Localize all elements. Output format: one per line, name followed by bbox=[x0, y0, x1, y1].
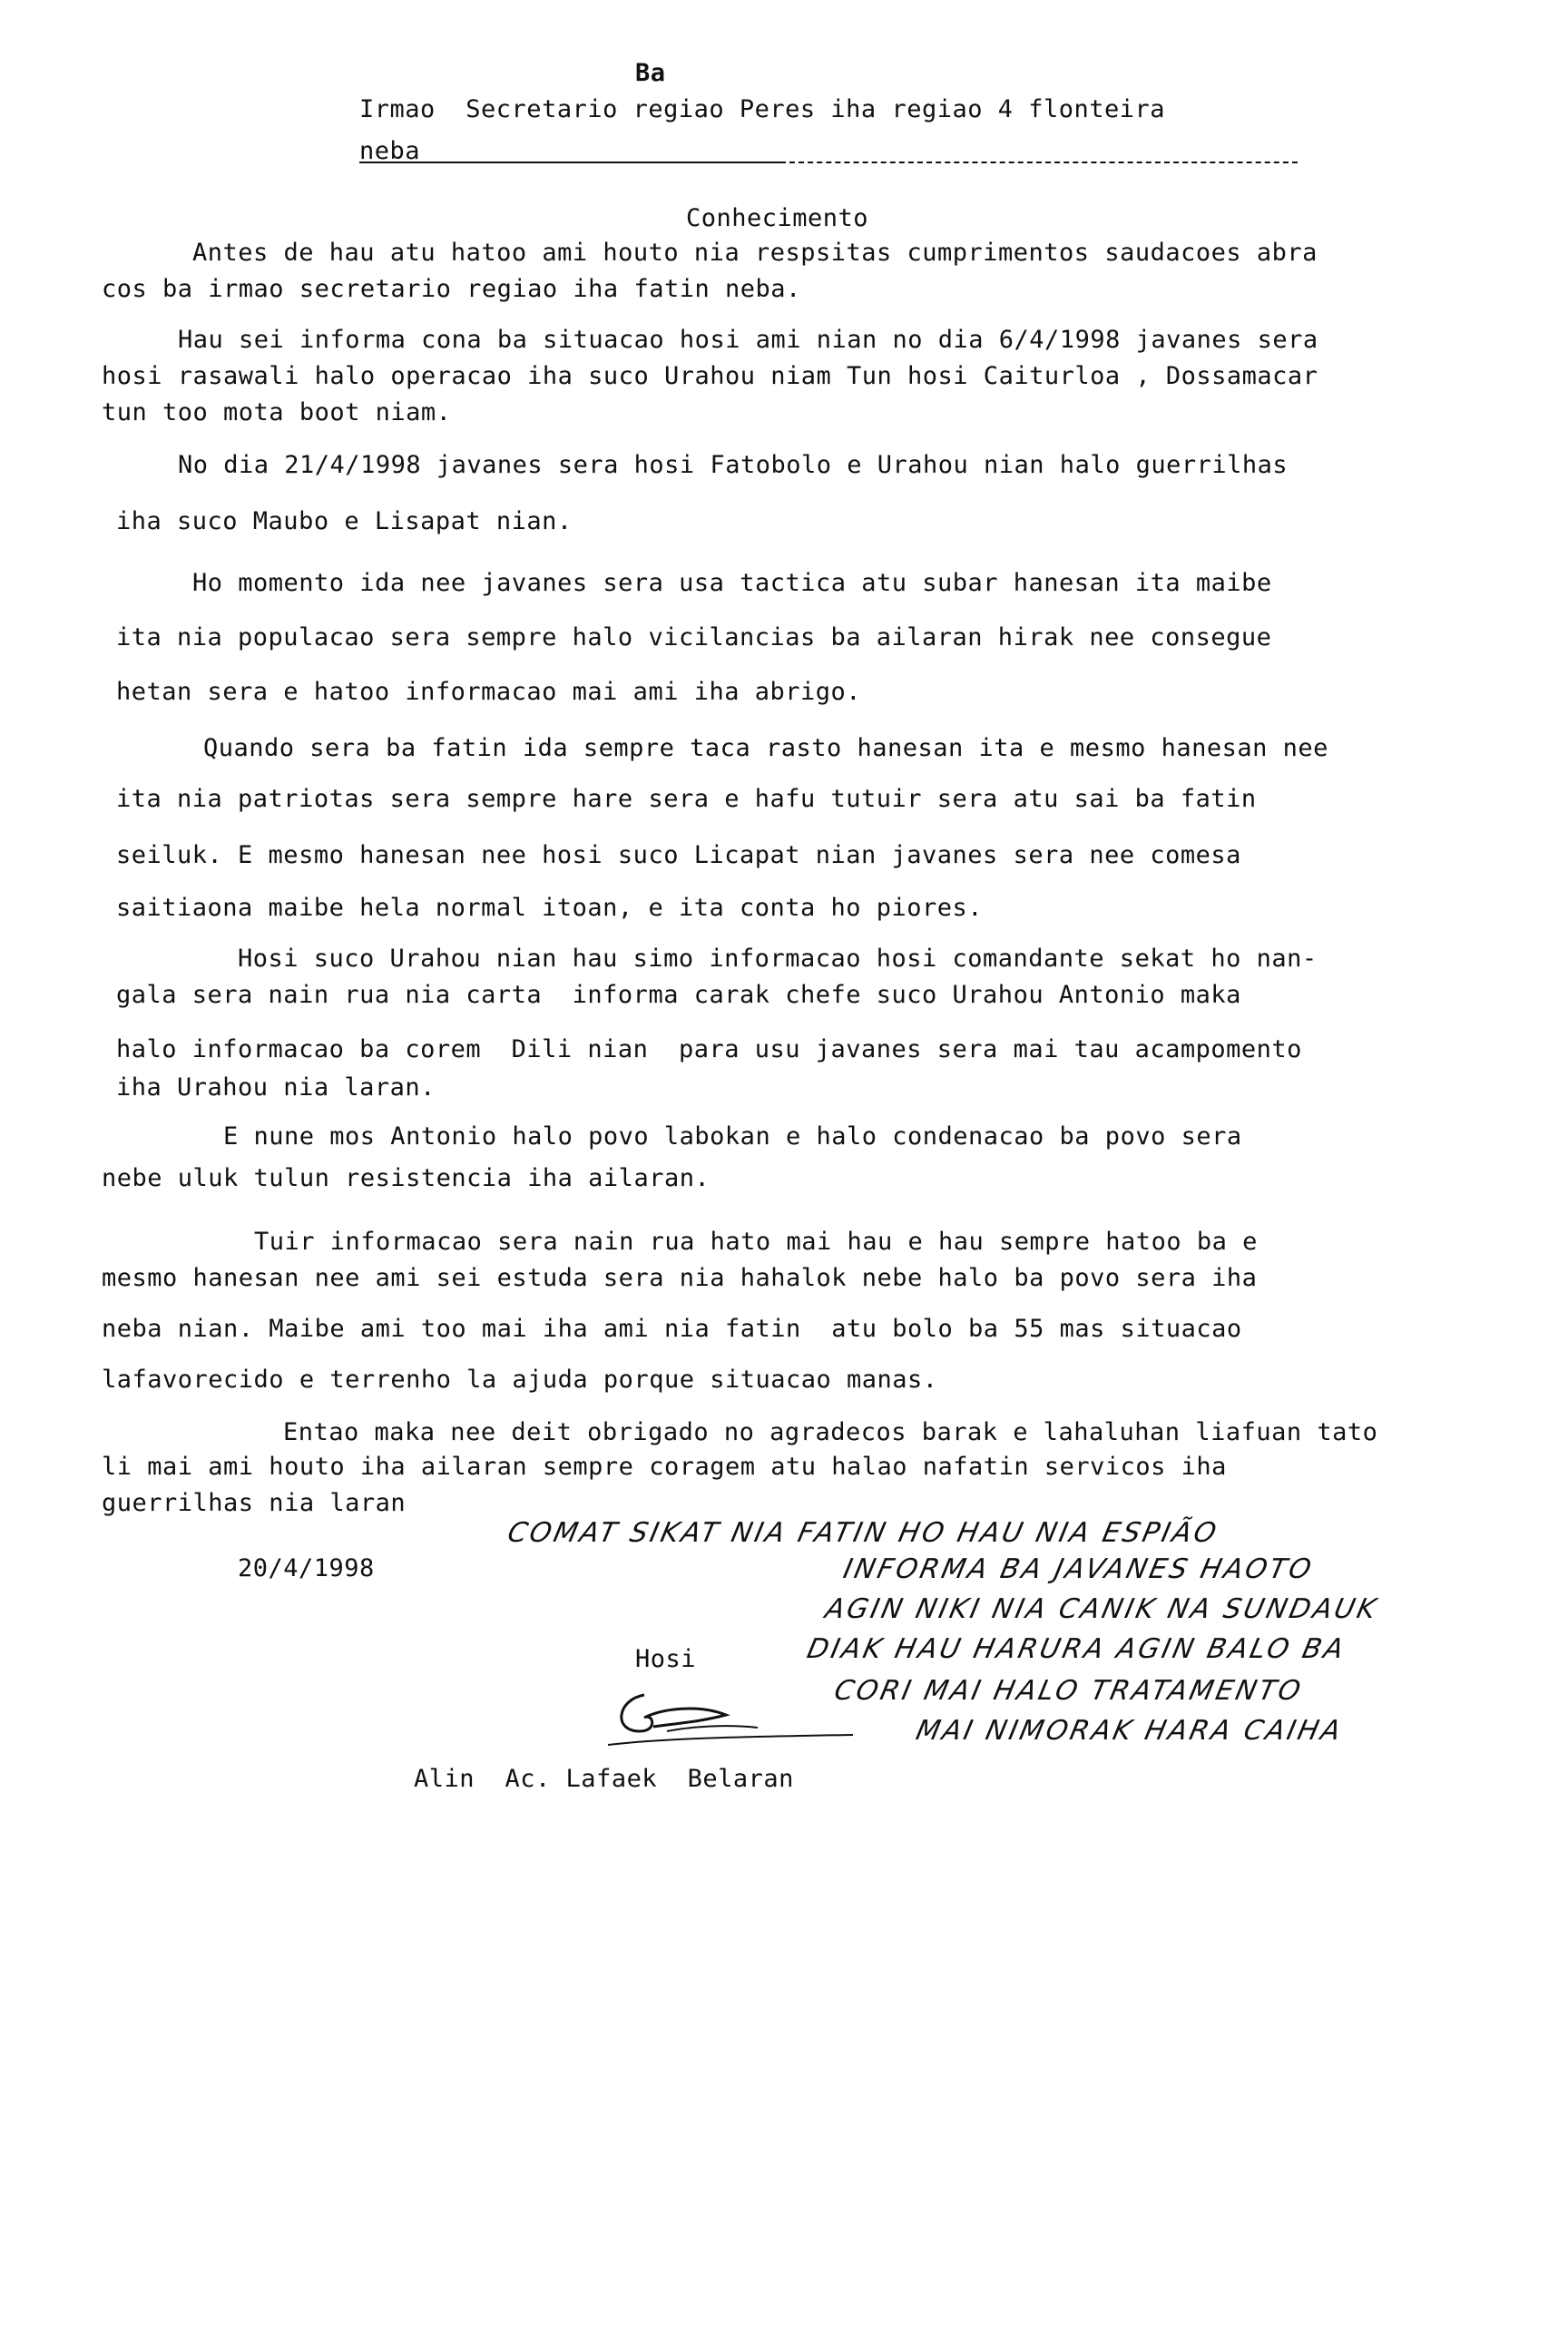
header-underline-dashed bbox=[789, 162, 1298, 163]
body-line: cos ba irmao secretario regiao iha fatin neba. bbox=[102, 275, 801, 303]
body-line: seiluk. E mesmo hanesan nee hosi suco Licapat nian javanes sera nee comesa bbox=[116, 841, 1241, 869]
body-line: li mai ami houto iha ailaran sempre coragem atu halao nafatin servicos iha bbox=[102, 1453, 1227, 1481]
body-line: Ho momento ida nee javanes sera usa tactica atu subar hanesan ita maibe bbox=[192, 569, 1272, 597]
body-line: ita nia populacao sera sempre halo vicilancias ba ailaran hirak nee consegue bbox=[116, 623, 1272, 651]
body-line: E nune mos Antonio halo povo labokan e halo condenacao ba povo sera bbox=[223, 1122, 1242, 1151]
body-line: lafavorecido e terrenho la ajuda porque situacao manas. bbox=[102, 1366, 938, 1394]
body-line: saitiaona maibe hela normal itoan, e ita conta ho piores. bbox=[116, 894, 984, 922]
body-line: iha Urahou nia laran. bbox=[116, 1073, 436, 1102]
letter-date: 20/4/1998 bbox=[238, 1554, 375, 1582]
body-line: Hau sei informa cona ba situacao hosi ami nian no dia 6/4/1998 javanes sera bbox=[178, 326, 1318, 354]
signer-name: Alin Ac. Lafaek Belaran bbox=[414, 1765, 794, 1793]
body-line: halo informacao ba corem Dili nian para usu javanes sera mai tau acampomento bbox=[116, 1035, 1302, 1063]
body-line: hosi rasawali halo operacao iha suco Urahou niam Tun hosi Caiturloa , Dossamacar bbox=[102, 362, 1318, 390]
subject-title: Conhecimento bbox=[686, 204, 869, 232]
body-line: gala sera nain rua nia carta informa carak chefe suco Urahou Antonio maka bbox=[116, 981, 1241, 1009]
signature-scribble bbox=[590, 1677, 862, 1758]
body-line: ita nia patriotas sera sempre hare sera e hafu tutuir sera atu sai ba fatin bbox=[116, 785, 1257, 813]
body-line: Tuir informacao sera nain rua hato mai hau e hau sempre hatoo ba e bbox=[254, 1228, 1258, 1256]
handwritten-note-line: COMAT SIKAT NIA FATIN HO HAU NIA ESPIÃO bbox=[505, 1517, 1222, 1549]
handwritten-note-line: AGIN NIKI NIA CANIK NA SUNDAUK bbox=[822, 1593, 1382, 1625]
body-line: Quando sera ba fatin ida sempre taca rasto hanesan ita e mesmo hanesan nee bbox=[203, 734, 1328, 762]
body-line: Hosi suco Urahou nian hau simo informacao hosi comandante sekat ho nan- bbox=[238, 945, 1318, 973]
recipient-location: neba bbox=[359, 137, 421, 165]
body-line: mesmo hanesan nee ami sei estuda sera nia hahalok nebe halo ba povo sera iha bbox=[102, 1264, 1258, 1292]
body-line: No dia 21/4/1998 javanes sera hosi Fatobolo e Urahou nian halo guerrilhas bbox=[178, 451, 1289, 479]
body-line: tun too mota boot niam. bbox=[102, 398, 452, 426]
body-line: nebe uluk tulun resistencia iha ailaran. bbox=[102, 1164, 710, 1192]
header-underline-solid bbox=[359, 162, 786, 163]
handwritten-note-line: MAI NIMORAK HARA CAIHA bbox=[913, 1715, 1347, 1747]
from-label: Hosi bbox=[635, 1645, 697, 1673]
handwritten-note-line: INFORMA BA JAVANES HAOTO bbox=[840, 1553, 1317, 1585]
body-line: hetan sera e hatoo informacao mai ami iha abrigo. bbox=[116, 678, 862, 706]
to-prefix: Ba bbox=[635, 59, 666, 87]
handwritten-note-line: DIAK HAU HARURA AGIN BALO BA bbox=[804, 1633, 1349, 1665]
handwritten-note-line: CORI MAI HALO TRATAMENTO bbox=[831, 1675, 1307, 1707]
body-line: guerrilhas nia laran bbox=[102, 1489, 407, 1517]
body-line: neba nian. Maibe ami too mai iha ami nia fatin atu bolo ba 55 mas situacao bbox=[102, 1315, 1242, 1343]
body-line: Antes de hau atu hatoo ami houto nia respsitas cumprimentos saudacoes abra bbox=[192, 239, 1318, 267]
body-line: iha suco Maubo e Lisapat nian. bbox=[116, 507, 573, 535]
body-line: Entao maka nee deit obrigado no agradecos barak e lahaluhan liafuan tato bbox=[283, 1418, 1378, 1446]
recipient-line: Irmao Secretario regiao Peres iha regiao 4 flonteira bbox=[359, 95, 1166, 123]
